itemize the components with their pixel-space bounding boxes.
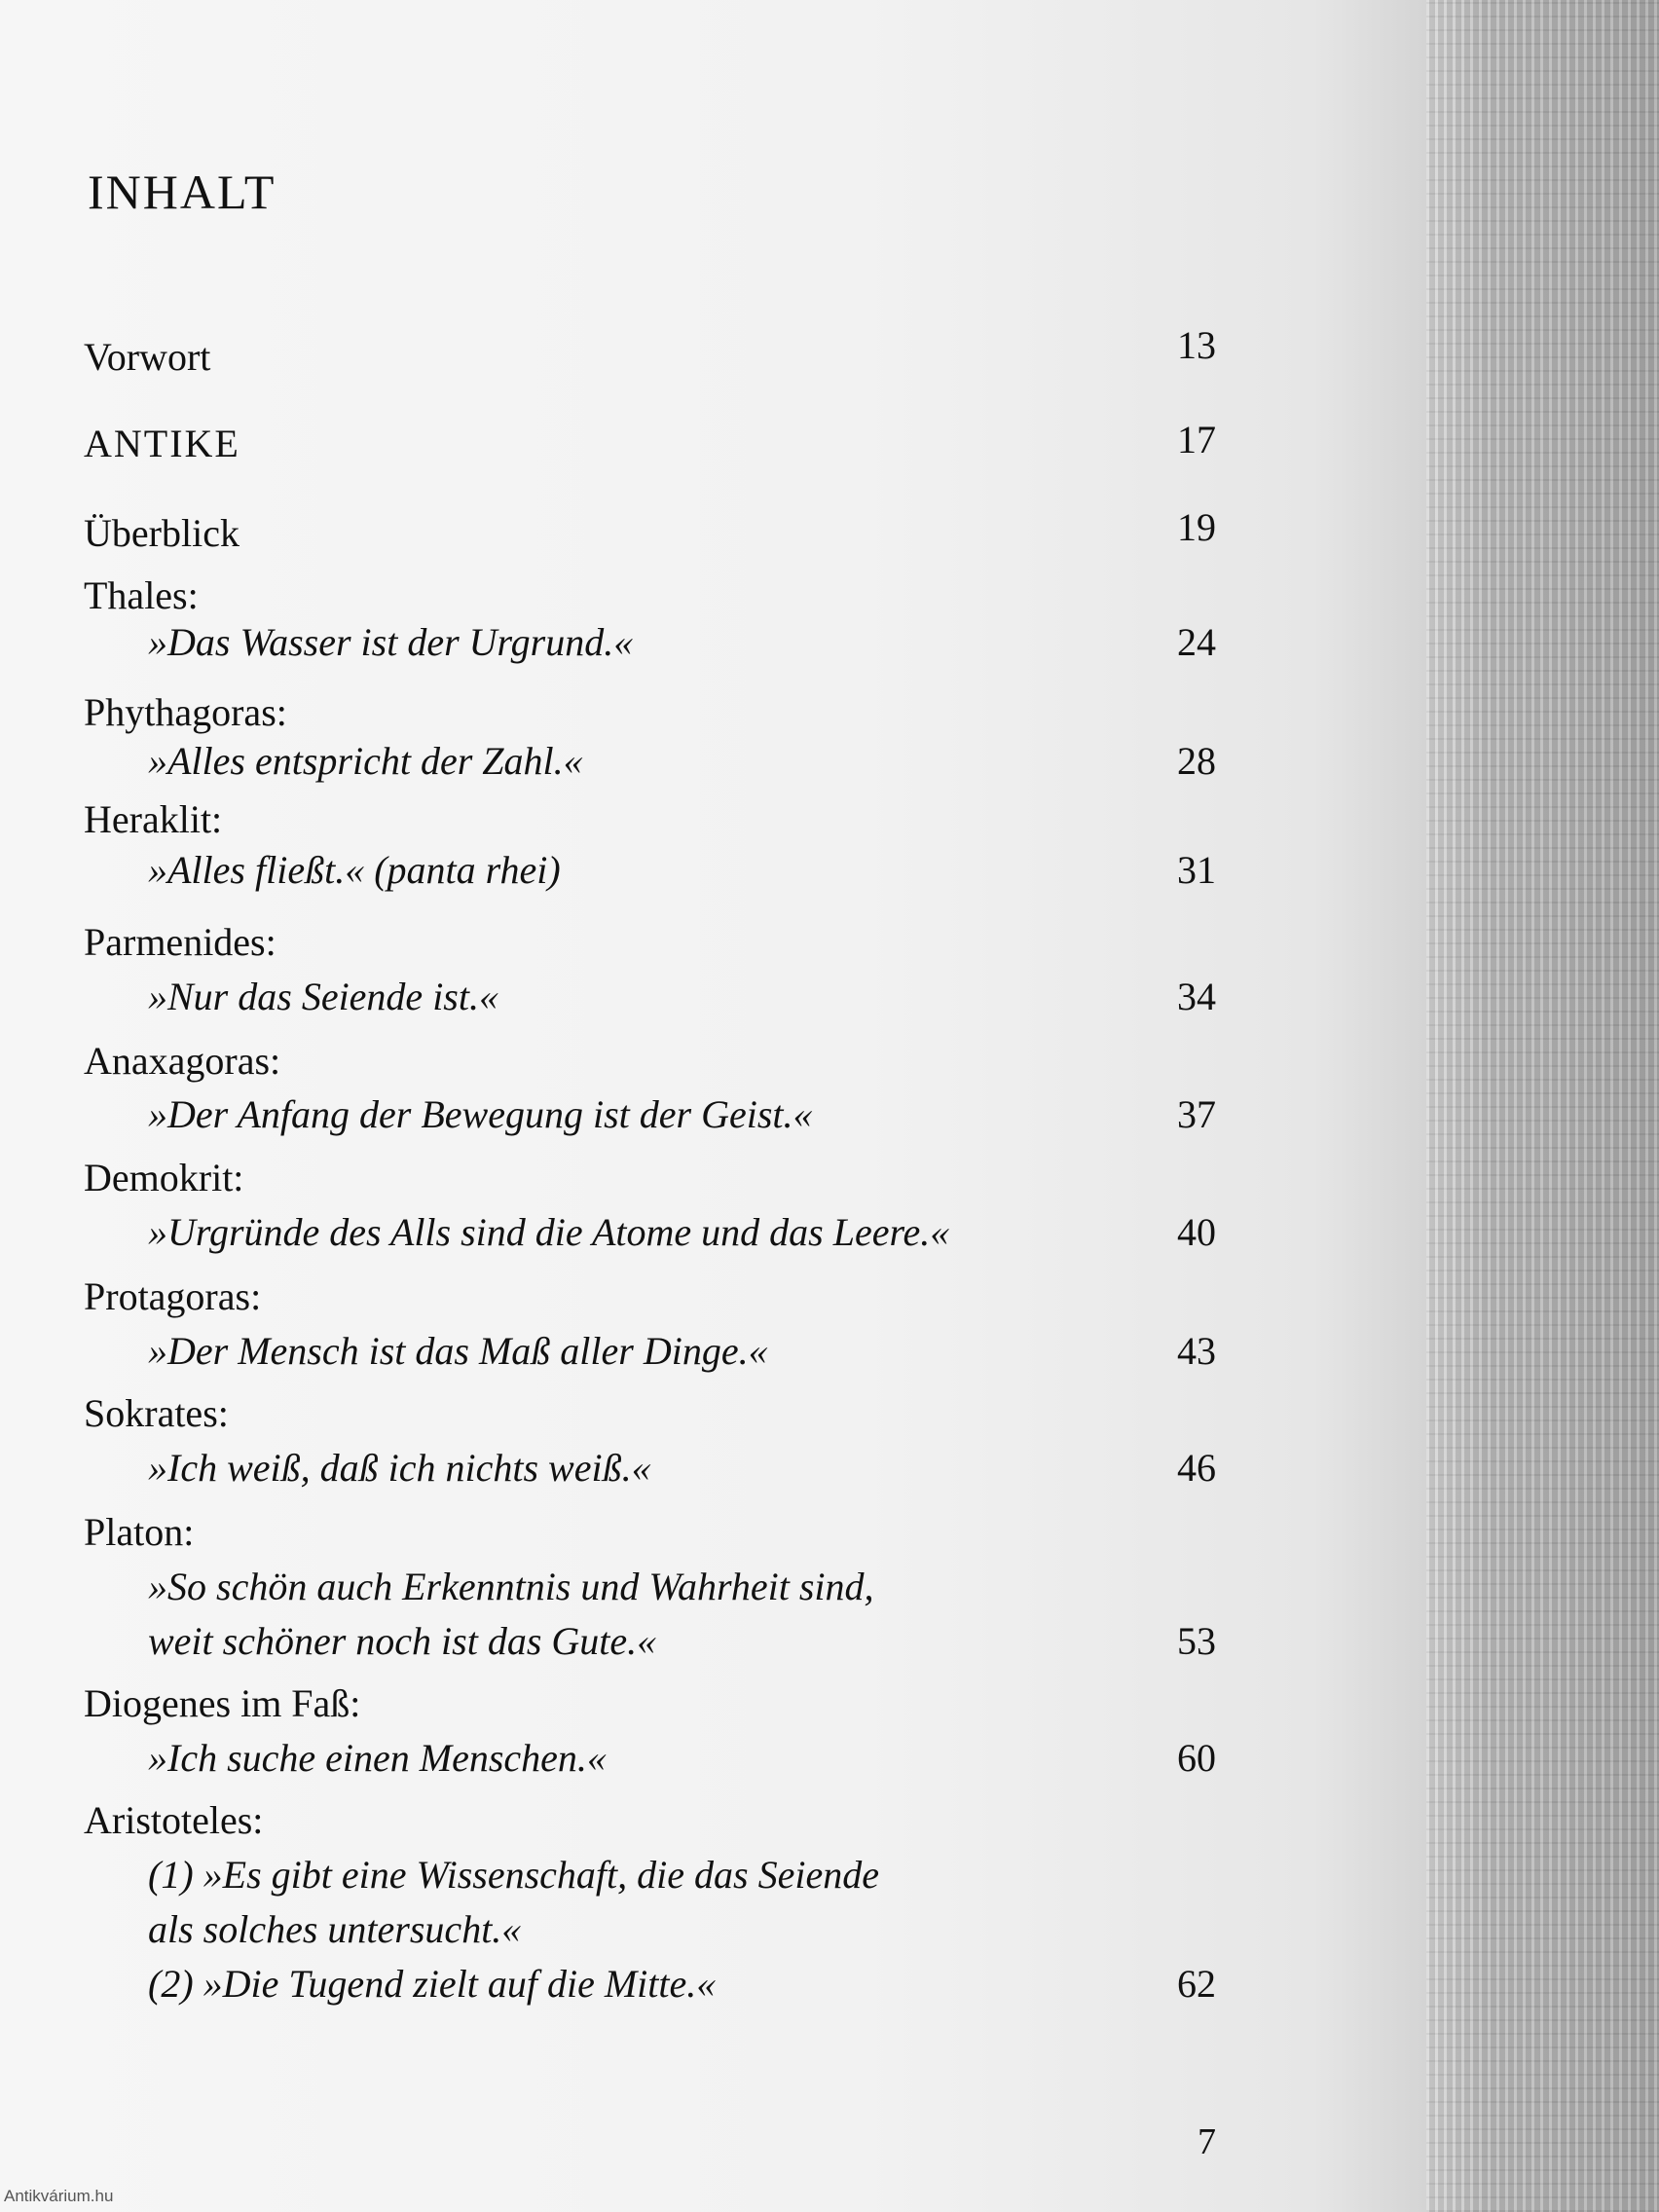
toc-entry-ueberblick — [0, 504, 1426, 563]
page-number: 7 — [1198, 2121, 1216, 2162]
toc-entry-anaxagoras-quote — [0, 1091, 1426, 1150]
entry-title: Überblick — [84, 511, 240, 555]
entry-philosopher: Demokrit: — [84, 1156, 244, 1199]
toc-entry-demokrit — [0, 1155, 1426, 1213]
toc-entry-thales-quote — [0, 619, 1426, 678]
toc-entry-aristoteles-quote-3 — [0, 1961, 1426, 2019]
entry-quote: als solches untersucht.« — [148, 1907, 522, 1951]
toc-entry-protagoras-quote — [0, 1328, 1426, 1386]
toc-entry-aristoteles-quote-2 — [0, 1906, 1426, 1965]
toc-entry-aristoteles — [0, 1797, 1426, 1856]
entry-philosopher: Protagoras: — [84, 1274, 262, 1318]
toc-entry-sokrates — [0, 1390, 1426, 1449]
entry-philosopher: Parmenides: — [84, 920, 276, 964]
toc-entry-heraklit — [0, 796, 1426, 855]
entry-page: 43 — [1177, 1329, 1216, 1373]
entry-page: 60 — [1177, 1736, 1216, 1780]
toc-entry-antike — [0, 417, 1426, 475]
toc-entry-diogenes-quote — [0, 1735, 1426, 1793]
toc-entry-platon-quote-1 — [0, 1564, 1426, 1622]
entry-quote: »Alles entspricht der Zahl.« — [148, 739, 583, 783]
toc-entry-vorwort — [0, 323, 1426, 387]
entry-philosopher: Phythagoras: — [84, 690, 287, 734]
entry-philosopher: Sokrates: — [84, 1391, 229, 1435]
toc-entry-diogenes — [0, 1680, 1426, 1739]
entry-page: 34 — [1177, 975, 1216, 1018]
entry-quote: »Nur das Seiende ist.« — [148, 975, 498, 1018]
entry-philosopher: Anaxagoras: — [84, 1039, 281, 1083]
entry-title: Vorwort — [84, 335, 211, 379]
entry-quote: (1) »Es gibt eine Wissenschaft, die das Seiende — [148, 1853, 879, 1897]
entry-quote: »Urgründe des Alls sind die Atome und das Leere.« — [148, 1210, 950, 1254]
watermark: Antikvárium.hu — [4, 2187, 114, 2205]
entry-page: 46 — [1177, 1446, 1216, 1490]
toc-entry-platon-quote-2 — [0, 1618, 1426, 1677]
entry-philosopher: Aristoteles: — [84, 1798, 264, 1842]
entry-page: 19 — [1177, 505, 1216, 549]
toc-entry-aristoteles-quote-1 — [0, 1852, 1426, 1910]
toc-entry-demokrit-quote — [0, 1209, 1426, 1268]
toc-entry-platon — [0, 1509, 1426, 1567]
toc-entry-protagoras — [0, 1273, 1426, 1332]
entry-page: 24 — [1177, 620, 1216, 664]
entry-quote: »Der Mensch ist das Maß aller Dinge.« — [148, 1329, 768, 1373]
toc-entry-phythagoras-quote — [0, 738, 1426, 796]
entry-quote: (2) »Die Tugend zielt auf die Mitte.« — [148, 1962, 717, 2006]
entry-page: 53 — [1177, 1619, 1216, 1663]
entry-quote: »Alles fließt.« (panta rhei) — [148, 848, 561, 892]
entry-page: 28 — [1177, 739, 1216, 783]
toc-entry-sokrates-quote — [0, 1445, 1426, 1503]
toc-entry-anaxagoras — [0, 1038, 1426, 1096]
entry-quote: »Das Wasser ist der Urgrund.« — [148, 620, 634, 664]
entry-philosopher: Platon: — [84, 1510, 195, 1554]
entry-quote: »Ich weiß, daß ich nichts weiß.« — [148, 1446, 651, 1490]
entry-page: 62 — [1177, 1962, 1216, 2006]
entry-page: 31 — [1177, 848, 1216, 892]
entry-page: 37 — [1177, 1092, 1216, 1136]
page-edge-stack — [1426, 0, 1659, 2212]
entry-page: 17 — [1177, 418, 1216, 461]
entry-quote: »Ich suche einen Menschen.« — [148, 1736, 607, 1780]
entry-page: 40 — [1177, 1210, 1216, 1254]
toc-entry-parmenides — [0, 919, 1426, 977]
entry-quote: weit schöner noch ist das Gute.« — [148, 1619, 657, 1663]
entry-philosopher: Thales: — [84, 573, 199, 617]
toc-entry-heraklit-quote — [0, 847, 1426, 905]
toc-entry-parmenides-quote — [0, 974, 1426, 1032]
entry-quote: »Der Anfang der Bewegung ist der Geist.« — [148, 1092, 813, 1136]
toc-heading: INHALT — [88, 165, 276, 219]
entry-quote: »So schön auch Erkenntnis und Wahrheit sind, — [148, 1565, 874, 1608]
entry-philosopher: Heraklit: — [84, 797, 223, 841]
entry-philosopher: Diogenes im Faß: — [84, 1681, 361, 1725]
entry-page: 13 — [1177, 323, 1216, 367]
section-title: ANTIKE — [84, 422, 240, 465]
